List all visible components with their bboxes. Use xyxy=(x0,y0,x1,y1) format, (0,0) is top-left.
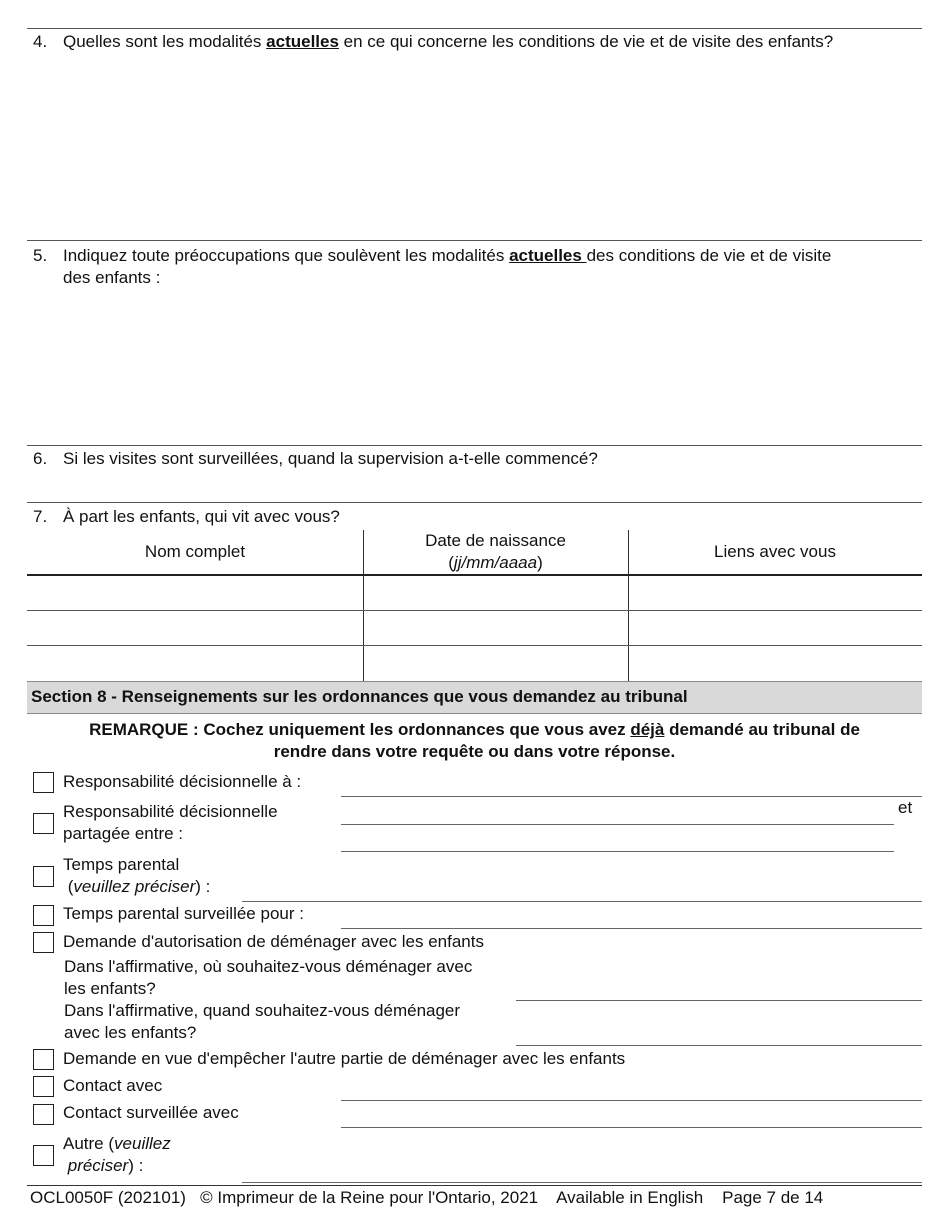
cell-name-input[interactable] xyxy=(27,611,363,645)
rule-q7 xyxy=(27,502,922,503)
column-header-birthdate: Date de naissance (jj/mm/aaaa) xyxy=(425,531,566,572)
decision-making-input[interactable] xyxy=(341,796,922,797)
available-in-english: Available in English xyxy=(556,1188,704,1207)
answer-area-q6[interactable] xyxy=(27,472,922,500)
cell-name-input[interactable] xyxy=(27,646,363,680)
cell-name-input[interactable] xyxy=(27,576,363,610)
emphasis-text: actuelles xyxy=(266,32,339,51)
section-title: Section 8 - Renseignements sur les ordonnances que vous demandez au tribunal xyxy=(31,687,688,706)
answer-area-q5[interactable] xyxy=(27,292,922,442)
table-row xyxy=(27,611,922,645)
supervised-contact-input[interactable] xyxy=(341,1127,922,1128)
other-checkbox[interactable] xyxy=(33,1145,54,1166)
cell-birthdate-input[interactable] xyxy=(363,611,628,645)
contact-checkbox[interactable] xyxy=(33,1076,54,1097)
decision-making-checkbox[interactable] xyxy=(33,772,54,793)
relocate-label: Demande d'autorisation de déménager avec les enfants xyxy=(63,932,484,951)
column-header-name: Nom complet xyxy=(144,542,246,561)
other-label: Autre (veuillez préciser) : xyxy=(63,1134,171,1175)
question-text: Quelles sont les modalités xyxy=(63,32,267,51)
top-rule xyxy=(27,28,922,29)
prevent-relocation-label: Demande en vue d'empêcher l'autre partie de déménager avec les enfants xyxy=(63,1049,626,1068)
shared-decision-input-2[interactable] xyxy=(341,851,894,852)
cell-relationship-input[interactable] xyxy=(628,611,922,645)
rule-q6 xyxy=(27,445,922,446)
question-text: À part les enfants, qui vit avec vous? xyxy=(63,507,340,526)
question-number: 4. xyxy=(33,32,48,51)
question-number: 6. xyxy=(33,449,48,468)
question-number: 5. xyxy=(33,246,48,265)
question-text: Indiquez toute préoccupations que soulèvent les modalités xyxy=(63,246,510,265)
relocate-when-label: Dans l'affirmative, quand souhaitez-vous déménager avec les enfants? xyxy=(64,1001,461,1042)
decision-making-label: Responsabilité décisionnelle à : xyxy=(63,772,302,791)
rule-q5 xyxy=(27,240,922,241)
supervised-parenting-input[interactable] xyxy=(341,928,922,929)
emphasis-text: actuelles xyxy=(509,246,587,265)
shared-and-label: et xyxy=(898,798,913,817)
contact-label: Contact avec xyxy=(63,1076,163,1095)
supervised-contact-label: Contact surveillée avec xyxy=(63,1103,239,1122)
column-header-relationship: Liens avec vous xyxy=(714,542,836,561)
form-id: OCL0050F (202101) xyxy=(30,1188,186,1207)
footer-rule xyxy=(27,1185,922,1186)
supervised-contact-checkbox[interactable] xyxy=(33,1104,54,1125)
copyright: © Imprimeur de la Reine pour l'Ontario, 2021 xyxy=(200,1188,539,1207)
cell-relationship-input[interactable] xyxy=(628,576,922,610)
prevent-relocation-checkbox[interactable] xyxy=(33,1049,54,1070)
relocate-when-input[interactable] xyxy=(516,1045,922,1046)
section-8-header xyxy=(27,681,922,714)
table-row xyxy=(27,576,922,610)
parenting-time-label: Temps parental (veuillez préciser) : xyxy=(63,855,211,896)
supervised-parenting-label: Temps parental surveillée pour : xyxy=(63,904,304,923)
cell-relationship-input[interactable] xyxy=(628,646,922,680)
relocate-where-label: Dans l'affirmative, où souhaitez-vous déménager avec les enfants? xyxy=(64,957,473,998)
table-row xyxy=(27,646,922,680)
relocate-checkbox[interactable] xyxy=(33,932,54,953)
question-text: Si les visites sont surveillées, quand la supervision a-t-elle commencé? xyxy=(63,449,598,468)
cell-birthdate-input[interactable] xyxy=(363,576,628,610)
supervised-parenting-checkbox[interactable] xyxy=(33,905,54,926)
shared-decision-input-1[interactable] xyxy=(341,824,894,825)
shared-decision-checkbox[interactable] xyxy=(33,813,54,834)
parenting-time-checkbox[interactable] xyxy=(33,866,54,887)
footer xyxy=(30,1187,823,1209)
question-number: 7. xyxy=(33,507,48,526)
cell-birthdate-input[interactable] xyxy=(363,646,628,680)
section-note: REMARQUE : Cochez uniquement les ordonnances que vous avez déjà demandé au tribunal de rendre dans votre requête ou dans votre réponse. xyxy=(89,720,860,761)
parenting-time-input[interactable] xyxy=(242,901,922,902)
other-input[interactable] xyxy=(242,1182,922,1183)
relocate-where-input[interactable] xyxy=(516,1000,922,1001)
shared-decision-label: Responsabilité décisionnelle partagée entre : xyxy=(63,802,278,843)
contact-input[interactable] xyxy=(341,1100,922,1101)
page-number: Page 7 de 14 xyxy=(722,1188,824,1207)
answer-area-q4[interactable] xyxy=(27,58,922,238)
